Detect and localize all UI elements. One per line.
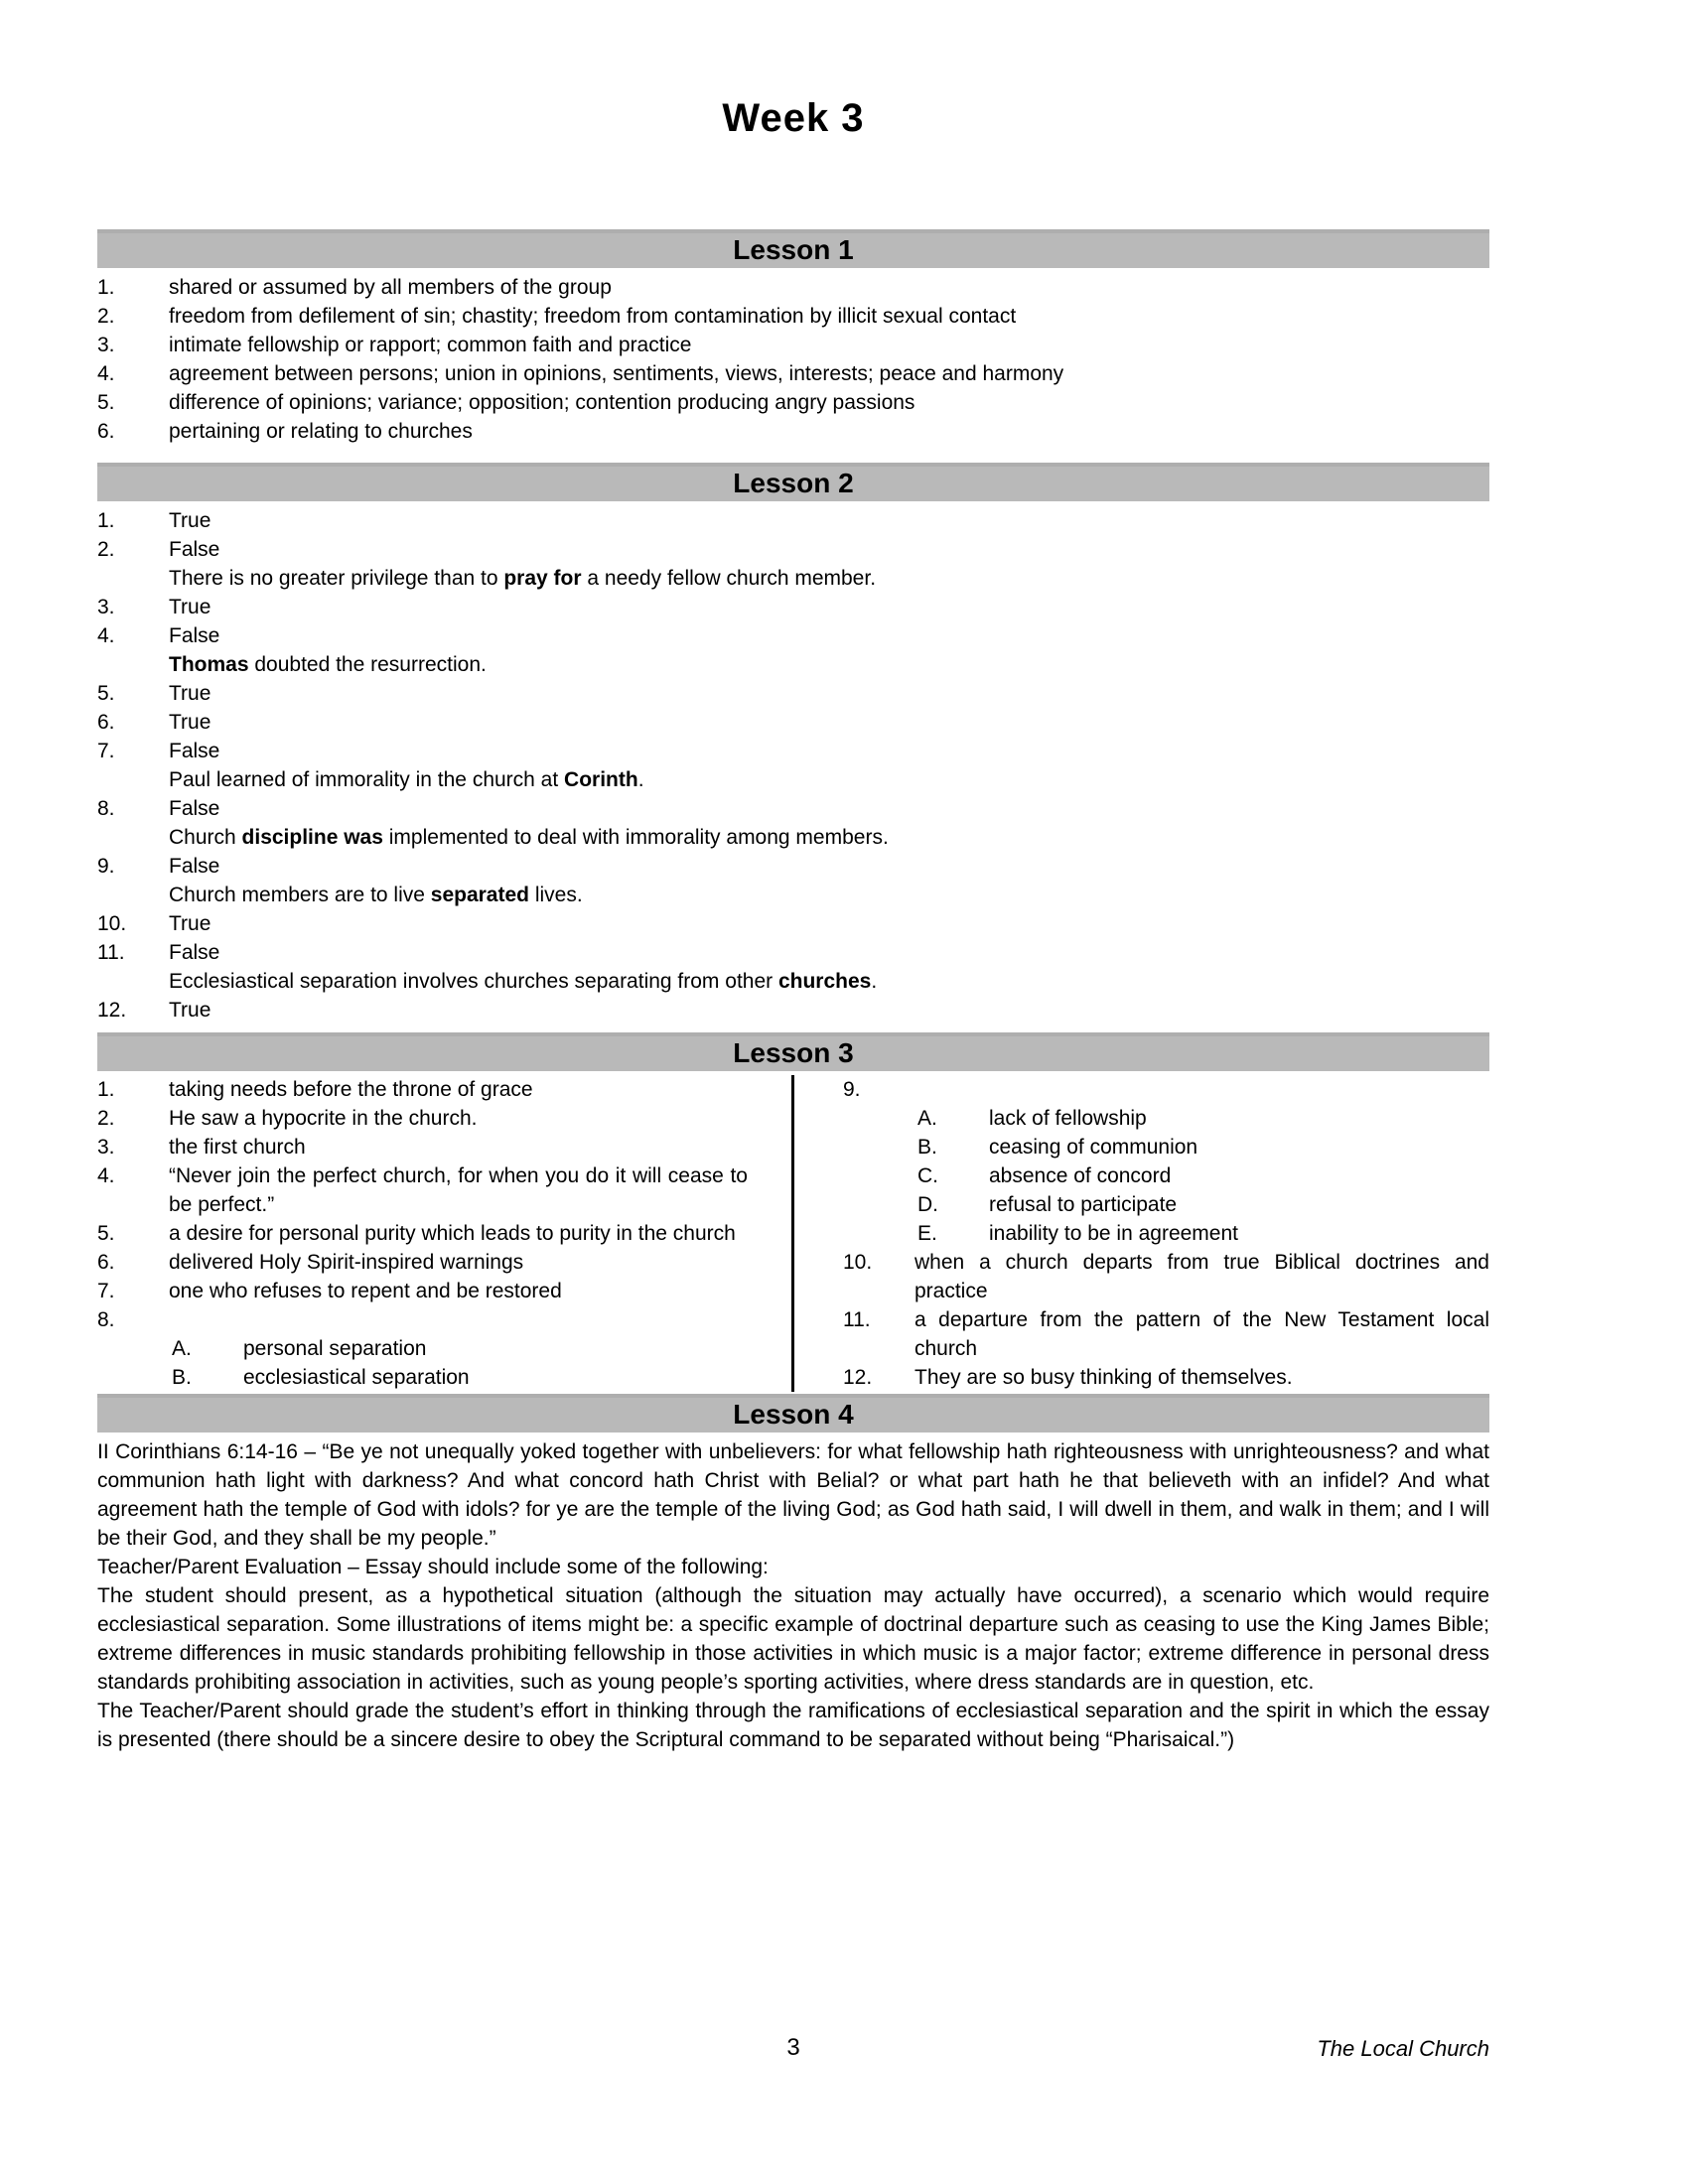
answer-explanation: Ecclesiastical separation involves churches separating from other churches. bbox=[169, 970, 878, 993]
item-text: a departure from the pattern of the New Testament local church bbox=[914, 1308, 1489, 1360]
list-item bbox=[97, 1161, 748, 1219]
book-title: The Local Church bbox=[1317, 2036, 1489, 2061]
list-item bbox=[97, 273, 1489, 302]
sub-letter: E. bbox=[917, 1222, 937, 1245]
list-item bbox=[97, 331, 1489, 359]
answer-row bbox=[97, 621, 1489, 650]
item-text: agreement between persons; union in opinions, sentiments, views, interests; peace and harmony bbox=[169, 362, 1064, 385]
answer-number: 11. bbox=[97, 941, 125, 964]
item-text: difference of opinions; variance; opposition; contention producing angry passions bbox=[169, 391, 915, 414]
answer-number: 1. bbox=[97, 509, 115, 532]
lesson-1-list bbox=[97, 273, 1489, 446]
lesson-1-header-label: Lesson 1 bbox=[733, 234, 854, 265]
item-text: delivered Holy Spirit-inspired warnings bbox=[169, 1251, 524, 1274]
answer-row bbox=[97, 852, 1489, 881]
item-number: 2. bbox=[97, 305, 115, 328]
answer-number: 5. bbox=[97, 682, 115, 705]
item-number: 3. bbox=[97, 334, 115, 356]
answer-value: False bbox=[169, 538, 220, 561]
item-number: 1. bbox=[97, 276, 115, 299]
sub-item bbox=[917, 1104, 1489, 1133]
item-number: 3. bbox=[97, 1136, 115, 1159]
item-number: 1. bbox=[97, 1078, 115, 1101]
item-number: 7. bbox=[97, 1280, 115, 1302]
item-number: 5. bbox=[97, 391, 115, 414]
lesson-2-list bbox=[97, 506, 1489, 1024]
grading-paragraph: The Teacher/Parent should grade the student’s effort in thinking through the ramifications of ecclesiastical separation and the spirit in which the essay is presented (there should be a sincere desire to obey the Scriptural command to be separated without being “Pharisaical.”) bbox=[97, 1700, 1489, 1751]
answer-explanation: Church members are to live separated lives. bbox=[169, 884, 583, 906]
lesson-3-header-label: Lesson 3 bbox=[733, 1037, 854, 1068]
answer-number: 10. bbox=[97, 912, 127, 935]
sub-item bbox=[172, 1363, 748, 1392]
lesson-4-header-bar bbox=[97, 1394, 1489, 1433]
answer-value: True bbox=[169, 999, 211, 1022]
item-number: 6. bbox=[97, 420, 115, 443]
item-text: “Never join the perfect church, for when you do it will cease to be perfect.” bbox=[169, 1164, 748, 1216]
list-item bbox=[97, 1248, 748, 1277]
list-item bbox=[97, 1075, 748, 1104]
item-number: 4. bbox=[97, 362, 115, 385]
item-text: shared or assumed by all members of the group bbox=[169, 276, 612, 299]
item-text: a desire for personal purity which leads to purity in the church bbox=[169, 1222, 736, 1245]
answer-row bbox=[97, 909, 1489, 938]
list-item bbox=[843, 1363, 1489, 1392]
list-item bbox=[97, 302, 1489, 331]
sub-letter: A. bbox=[917, 1107, 937, 1130]
answer-explanation: Church discipline was implemented to deal with immorality among members. bbox=[169, 826, 889, 849]
list-item bbox=[97, 1277, 748, 1305]
list-item bbox=[843, 1305, 1489, 1363]
answer-row bbox=[97, 996, 1489, 1024]
sub-letter: B. bbox=[172, 1366, 192, 1389]
list-item bbox=[97, 359, 1489, 388]
sub-item bbox=[917, 1219, 1489, 1248]
sub-letter: A. bbox=[172, 1337, 192, 1360]
answer-number: 6. bbox=[97, 711, 115, 734]
item-text: intimate fellowship or rapport; common faith and practice bbox=[169, 334, 692, 356]
lesson-3-header-bar bbox=[97, 1032, 1489, 1071]
evaluation-heading: Teacher/Parent Evaluation – Essay should include some of the following: bbox=[97, 1556, 769, 1578]
answer-number: 8. bbox=[97, 797, 115, 820]
answer-value: False bbox=[169, 624, 220, 647]
item-text: one who refuses to repent and be restored bbox=[169, 1280, 562, 1302]
list-item bbox=[97, 388, 1489, 417]
answer-value: True bbox=[169, 912, 211, 935]
list-item bbox=[97, 1305, 748, 1334]
sub-text: refusal to participate bbox=[989, 1193, 1178, 1216]
answer-row bbox=[97, 708, 1489, 737]
lesson-4-body bbox=[97, 1437, 1489, 1754]
item-text: taking needs before the throne of grace bbox=[169, 1078, 533, 1101]
sub-item bbox=[917, 1133, 1489, 1161]
answer-value: False bbox=[169, 740, 220, 762]
sub-text: personal separation bbox=[243, 1337, 427, 1360]
answer-row bbox=[97, 737, 1489, 765]
item-text: freedom from defilement of sin; chastity; freedom from contamination by illicit sexual contact bbox=[169, 305, 1017, 328]
answer-row bbox=[97, 794, 1489, 823]
answer-row bbox=[97, 593, 1489, 621]
answer-number: 9. bbox=[97, 855, 115, 878]
sub-text: inability to be in agreement bbox=[989, 1222, 1238, 1245]
answer-explanation: Thomas doubted the resurrection. bbox=[169, 653, 487, 676]
sub-letter: B. bbox=[917, 1136, 937, 1159]
lesson-1-header-bar bbox=[97, 229, 1489, 268]
answer-number: 12. bbox=[97, 999, 127, 1022]
page-number: 3 bbox=[786, 2034, 800, 2061]
sub-item bbox=[172, 1334, 748, 1363]
answer-number: 3. bbox=[97, 596, 115, 618]
answer-value: True bbox=[169, 596, 211, 618]
item-text: the first church bbox=[169, 1136, 306, 1159]
item-text: They are so busy thinking of themselves. bbox=[914, 1366, 1293, 1389]
evaluation-paragraph: The student should present, as a hypothetical situation (although the situation may actually have occurred), a scenario which would require ecclesiastical separation. Some illustrations of items might be: a specific example of doctrinal departure such as ceasing to use the King James Bible; extreme differences in music standards prohibiting fellowship in those activities in which music is a major factor; extreme difference in personal dress standards prohibiting association in activities, such as young people’s sporting activities, where dress standards are in question, etc. bbox=[97, 1584, 1489, 1694]
page-footer bbox=[97, 2033, 1489, 2063]
answer-explanation: Paul learned of immorality in the church at Corinth. bbox=[169, 768, 644, 791]
item-number: 2. bbox=[97, 1107, 115, 1130]
answer-explanation: There is no greater privilege than to pray for a needy fellow church member. bbox=[169, 567, 877, 590]
item-number: 5. bbox=[97, 1222, 115, 1245]
item-number: 8. bbox=[97, 1308, 115, 1331]
lesson-3-right-column bbox=[843, 1075, 1489, 1392]
answer-number: 7. bbox=[97, 740, 115, 762]
answer-row bbox=[97, 679, 1489, 708]
list-item bbox=[97, 1219, 748, 1248]
answer-value: True bbox=[169, 711, 211, 734]
list-item bbox=[843, 1248, 1489, 1305]
answer-value: True bbox=[169, 682, 211, 705]
item-number: 9. bbox=[843, 1078, 861, 1101]
answer-number: 4. bbox=[97, 624, 115, 647]
item-number: 6. bbox=[97, 1251, 115, 1274]
lesson-2-header-label: Lesson 2 bbox=[733, 468, 854, 498]
list-item bbox=[97, 1133, 748, 1161]
page-content bbox=[97, 0, 1489, 1754]
sub-letter: C. bbox=[917, 1164, 938, 1187]
answer-row bbox=[97, 938, 1489, 967]
item-text: pertaining or relating to churches bbox=[169, 420, 473, 443]
item-number: 4. bbox=[97, 1164, 115, 1187]
item-number: 12. bbox=[843, 1366, 873, 1389]
lesson-3-left-column bbox=[97, 1075, 748, 1392]
answer-row bbox=[97, 506, 1489, 535]
scripture-paragraph: II Corinthians 6:14-16 – “Be ye not unequally yoked together with unbelievers: for what fellowship hath righteousness with unrighteousness? and what communion hath light with darkness? And what concord hath Christ with Belial? or what part hath he that believeth with an infidel? And what agreement hath the temple of God with idols? for ye are the temple of the living God; as God hath said, I will dwell in them, and walk in them; and I will be their God, and they shall be my people.” bbox=[97, 1440, 1489, 1550]
answer-value: False bbox=[169, 797, 220, 820]
page-title: Week 3 bbox=[722, 96, 865, 140]
item-text bbox=[914, 1075, 1489, 1104]
answer-number: 2. bbox=[97, 538, 115, 561]
answer-value: True bbox=[169, 509, 211, 532]
answer-row bbox=[97, 535, 1489, 564]
lesson-4-header-label: Lesson 4 bbox=[733, 1399, 854, 1430]
answer-value: False bbox=[169, 855, 220, 878]
list-item bbox=[843, 1075, 1489, 1104]
sub-text: lack of fellowship bbox=[989, 1107, 1147, 1130]
answer-value: False bbox=[169, 941, 220, 964]
sub-item bbox=[917, 1190, 1489, 1219]
lesson-3-columns bbox=[97, 1075, 1489, 1392]
sub-text: ecclesiastical separation bbox=[243, 1366, 470, 1389]
sub-text: absence of concord bbox=[989, 1164, 1172, 1187]
list-item bbox=[97, 1104, 748, 1133]
item-text: when a church departs from true Biblical doctrines and practice bbox=[914, 1251, 1489, 1302]
item-text bbox=[169, 1305, 748, 1334]
item-number: 10. bbox=[843, 1251, 873, 1274]
sub-item bbox=[917, 1161, 1489, 1190]
column-divider bbox=[791, 1075, 794, 1392]
lesson-2-header-bar bbox=[97, 463, 1489, 501]
sub-letter: D. bbox=[917, 1193, 938, 1216]
list-item bbox=[97, 417, 1489, 446]
item-text: He saw a hypocrite in the church. bbox=[169, 1107, 478, 1130]
item-number: 11. bbox=[843, 1308, 871, 1331]
sub-text: ceasing of communion bbox=[989, 1136, 1198, 1159]
